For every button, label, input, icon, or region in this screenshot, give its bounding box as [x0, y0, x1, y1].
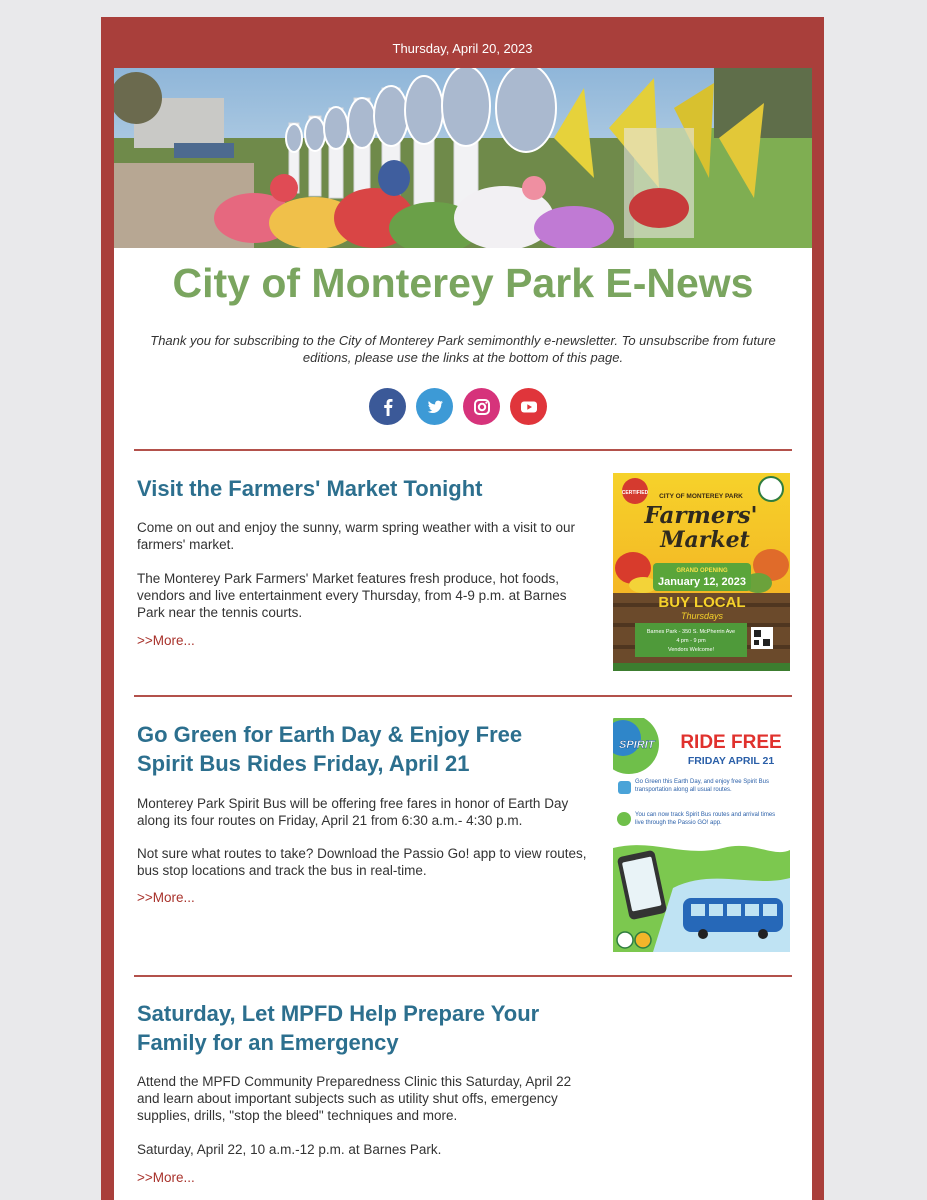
- flyer-sub: FRIDAY APRIL 21: [687, 755, 775, 767]
- flyer-location: Barnes Park - 350 S. McPherrin Ave: [646, 629, 736, 635]
- flyer-vendors: Vendors Welcome!: [667, 647, 715, 653]
- flyer-line-2: You can now track Spirit Bus routes and arrival times live through the Passio GO! app.: [635, 812, 776, 826]
- newsletter-frame: [101, 17, 824, 1200]
- story-3-paragraph-2: Saturday, April 22, 10 a.m.-12 p.m. at Barnes Park.: [137, 1142, 442, 1157]
- story-1-paragraph-1: Come on out and enjoy the sunny, warm spring weather with a visit to our farmers' market.: [137, 520, 575, 552]
- twitter-icon[interactable]: [416, 388, 453, 425]
- newsletter-title: City of Monterey Park E-News: [172, 260, 754, 306]
- story-2-more-link[interactable]: >>More...: [137, 890, 195, 905]
- story-3-title: Saturday, Let MPFD Help Prepare Your Family for an Emergency: [137, 1001, 540, 1055]
- story-3-paragraph-1: Attend the MPFD Community Preparedness Clinic this Saturday, April 22 and learn about important subjects such as utility shut offs, emergency supplies, drills, "stop the bleed" techniques and more.: [137, 1074, 572, 1123]
- story-1-more-link[interactable]: >>More...: [137, 633, 195, 648]
- youtube-icon[interactable]: [510, 388, 547, 425]
- section-divider: [134, 695, 792, 697]
- story-2-paragraph-2: Not sure what routes to take? Download the Passio Go! app to view routes, bus stop locations and track the bus in real-time.: [137, 846, 587, 878]
- flyer-hours: 4 pm - 9 pm: [676, 638, 706, 644]
- flyer-line-1: Go Green this Earth Day, and enjoy free Spirit Bus transportation along all usual routes.: [635, 779, 769, 793]
- facebook-icon[interactable]: [369, 388, 406, 425]
- flyer-script-1: Farmers': [644, 502, 758, 529]
- flyer-opening: GRAND OPENING: [676, 568, 728, 574]
- story-3-more-link[interactable]: >>More...: [137, 1170, 195, 1185]
- spirit-bus-flyer[interactable]: [613, 718, 790, 952]
- flyer-script-2: Market: [660, 527, 750, 553]
- intro-text: Thank you for subscribing to the City of Monterey Park semimonthly e-newsletter. To unsubscribe from future editions, please use the links at the bottom of this page.: [150, 333, 776, 365]
- story-1-title: Visit the Farmers' Market Tonight: [137, 476, 483, 501]
- instagram-icon[interactable]: [463, 388, 500, 425]
- hero-image: [114, 68, 812, 248]
- flyer-city: CITY OF MONTEREY PARK: [659, 493, 743, 500]
- farmers-market-flyer[interactable]: [613, 473, 790, 671]
- story-2-title: Go Green for Earth Day & Enjoy Free Spirit Bus Rides Friday, April 21: [137, 722, 523, 776]
- section-divider: [134, 975, 792, 977]
- newsletter-body: [114, 68, 812, 1200]
- story-1-paragraph-2: The Monterey Park Farmers' Market features fresh produce, hot foods, vendors and live entertainment every Thursday, from 4-9 p.m. at Barnes Park near the tennis courts.: [137, 571, 567, 620]
- story-2-paragraph-1: Monterey Park Spirit Bus will be offering free fares in honor of Earth Day along its four routes on Friday, April 21 from 6:30 a.m.- 4:30 p.m.: [137, 796, 569, 828]
- section-divider: [134, 449, 792, 451]
- flyer-certified: CERTIFIED: [621, 490, 649, 496]
- flyer-date: January 12, 2023: [657, 576, 747, 588]
- flyer-headline: RIDE FREE: [680, 732, 782, 753]
- flyer-day: Thursdays: [680, 611, 724, 621]
- issue-date: Thursday, April 20, 2023: [392, 41, 533, 56]
- flyer-brand: SPIRIT: [619, 739, 655, 751]
- social-links: [369, 388, 559, 428]
- flyer-buy-local: BUY LOCAL: [658, 594, 746, 611]
